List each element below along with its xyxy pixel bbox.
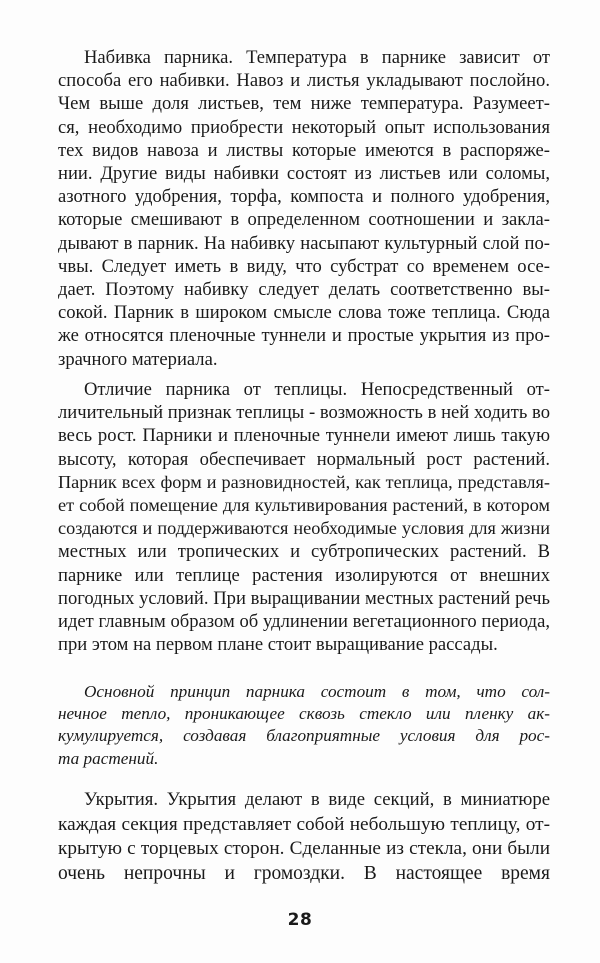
text-line: очень непрочны и громоздки. В настоящее время: [58, 862, 550, 884]
text-line: Чем выше доля листьев, тем ниже температура. Разумеет-: [58, 93, 550, 115]
text-line: ет собой помещение для культивирования растений, в котором: [58, 495, 550, 516]
text-line: парнике или теплице растения изолируются от внешних: [58, 564, 550, 586]
paragraph-covers: [58, 788, 550, 886]
text-line: Набивка парника. Температура в парнике зависит от: [84, 47, 550, 68]
text-line: каждая секция представляет собой небольшую теплицу, от-: [58, 813, 550, 835]
text-line: весь рост. Парники и пленочные туннели имеют лишь такую: [58, 425, 550, 447]
text-line: которые смешивают в определенном соотношении и закла-: [58, 209, 550, 231]
text-line: сокой. Парник в широком смысле слова тоже теплица. Сюда: [58, 302, 550, 324]
text-line: же относятся пленочные туннели и простые укрытия из про-: [58, 325, 550, 347]
paragraph-hotbed-vs-greenhouse: [58, 378, 550, 656]
text-line: ся, необходимо приобрести некоторый опыт использования: [58, 116, 550, 138]
text-line: личительный признак теплицы - возможность в ней ходить во: [58, 402, 550, 424]
text-line: идет главным образом об удлинении вегетационного периода,: [58, 611, 550, 633]
paragraph-principle-italic: [58, 681, 550, 770]
text-line: кумулируется, создавая благоприятные условия для рос-: [58, 726, 550, 746]
text-line: та растений.: [58, 748, 159, 768]
text-line: дает. Поэтому набивку следует делать соответственно вы-: [58, 279, 550, 301]
text-line: Основной принцип парника состоит в том, что сол-: [84, 682, 550, 701]
text-line: крытую с торцевых сторон. Сделанные из стекла, они были: [58, 838, 550, 860]
text-line: дывают в парник. На набивку насыпают культурный слой по-: [58, 232, 550, 254]
page-number: 28: [287, 910, 313, 930]
text-line: высоту, которая обеспечивает нормальный рост растений.: [58, 448, 550, 470]
text-line: тех видов навоза и листвы которые имеются в распоряже-: [58, 139, 550, 161]
text-line: погодных условий. При выращивании местных растений речь: [58, 587, 550, 609]
paragraph-hotbed-filling: [58, 46, 550, 371]
text-line: Парник всех форм и разновидностей, как теплица, представля-: [58, 471, 550, 492]
text-line: создаются и поддерживаются необходимые условия для жизни: [58, 518, 550, 539]
paragraph-text: [58, 46, 550, 371]
text-line: способа его набивки. Навоз и листья укладывают послойно.: [58, 70, 550, 92]
paragraph-text: [58, 378, 550, 656]
text-line: азотного удобрения, торфа, компоста и полного удобрения,: [58, 186, 550, 208]
paragraph-text: [58, 681, 550, 770]
text-line: зрачного материала.: [58, 348, 218, 370]
text-line: Отличие парника от теплицы. Непосредственный от-: [84, 379, 550, 400]
paragraph-text: [58, 788, 550, 886]
text-line: нии. Другие виды набивки состоят из листьев или соломы,: [58, 163, 550, 185]
text-line: при этом на первом плане стоит выращивание рассады.: [58, 634, 498, 656]
text-line: чвы. Следует иметь в виду, что субстрат со временем осе-: [58, 255, 550, 277]
text-line: нечное тепло, проникающее сквозь стекло или пленку ак-: [58, 704, 550, 724]
text-line: Укрытия. Укрытия делают в виде секций, в миниатюре: [84, 789, 550, 810]
text-line: местных или тропических и субтропических растений. В: [58, 541, 550, 563]
